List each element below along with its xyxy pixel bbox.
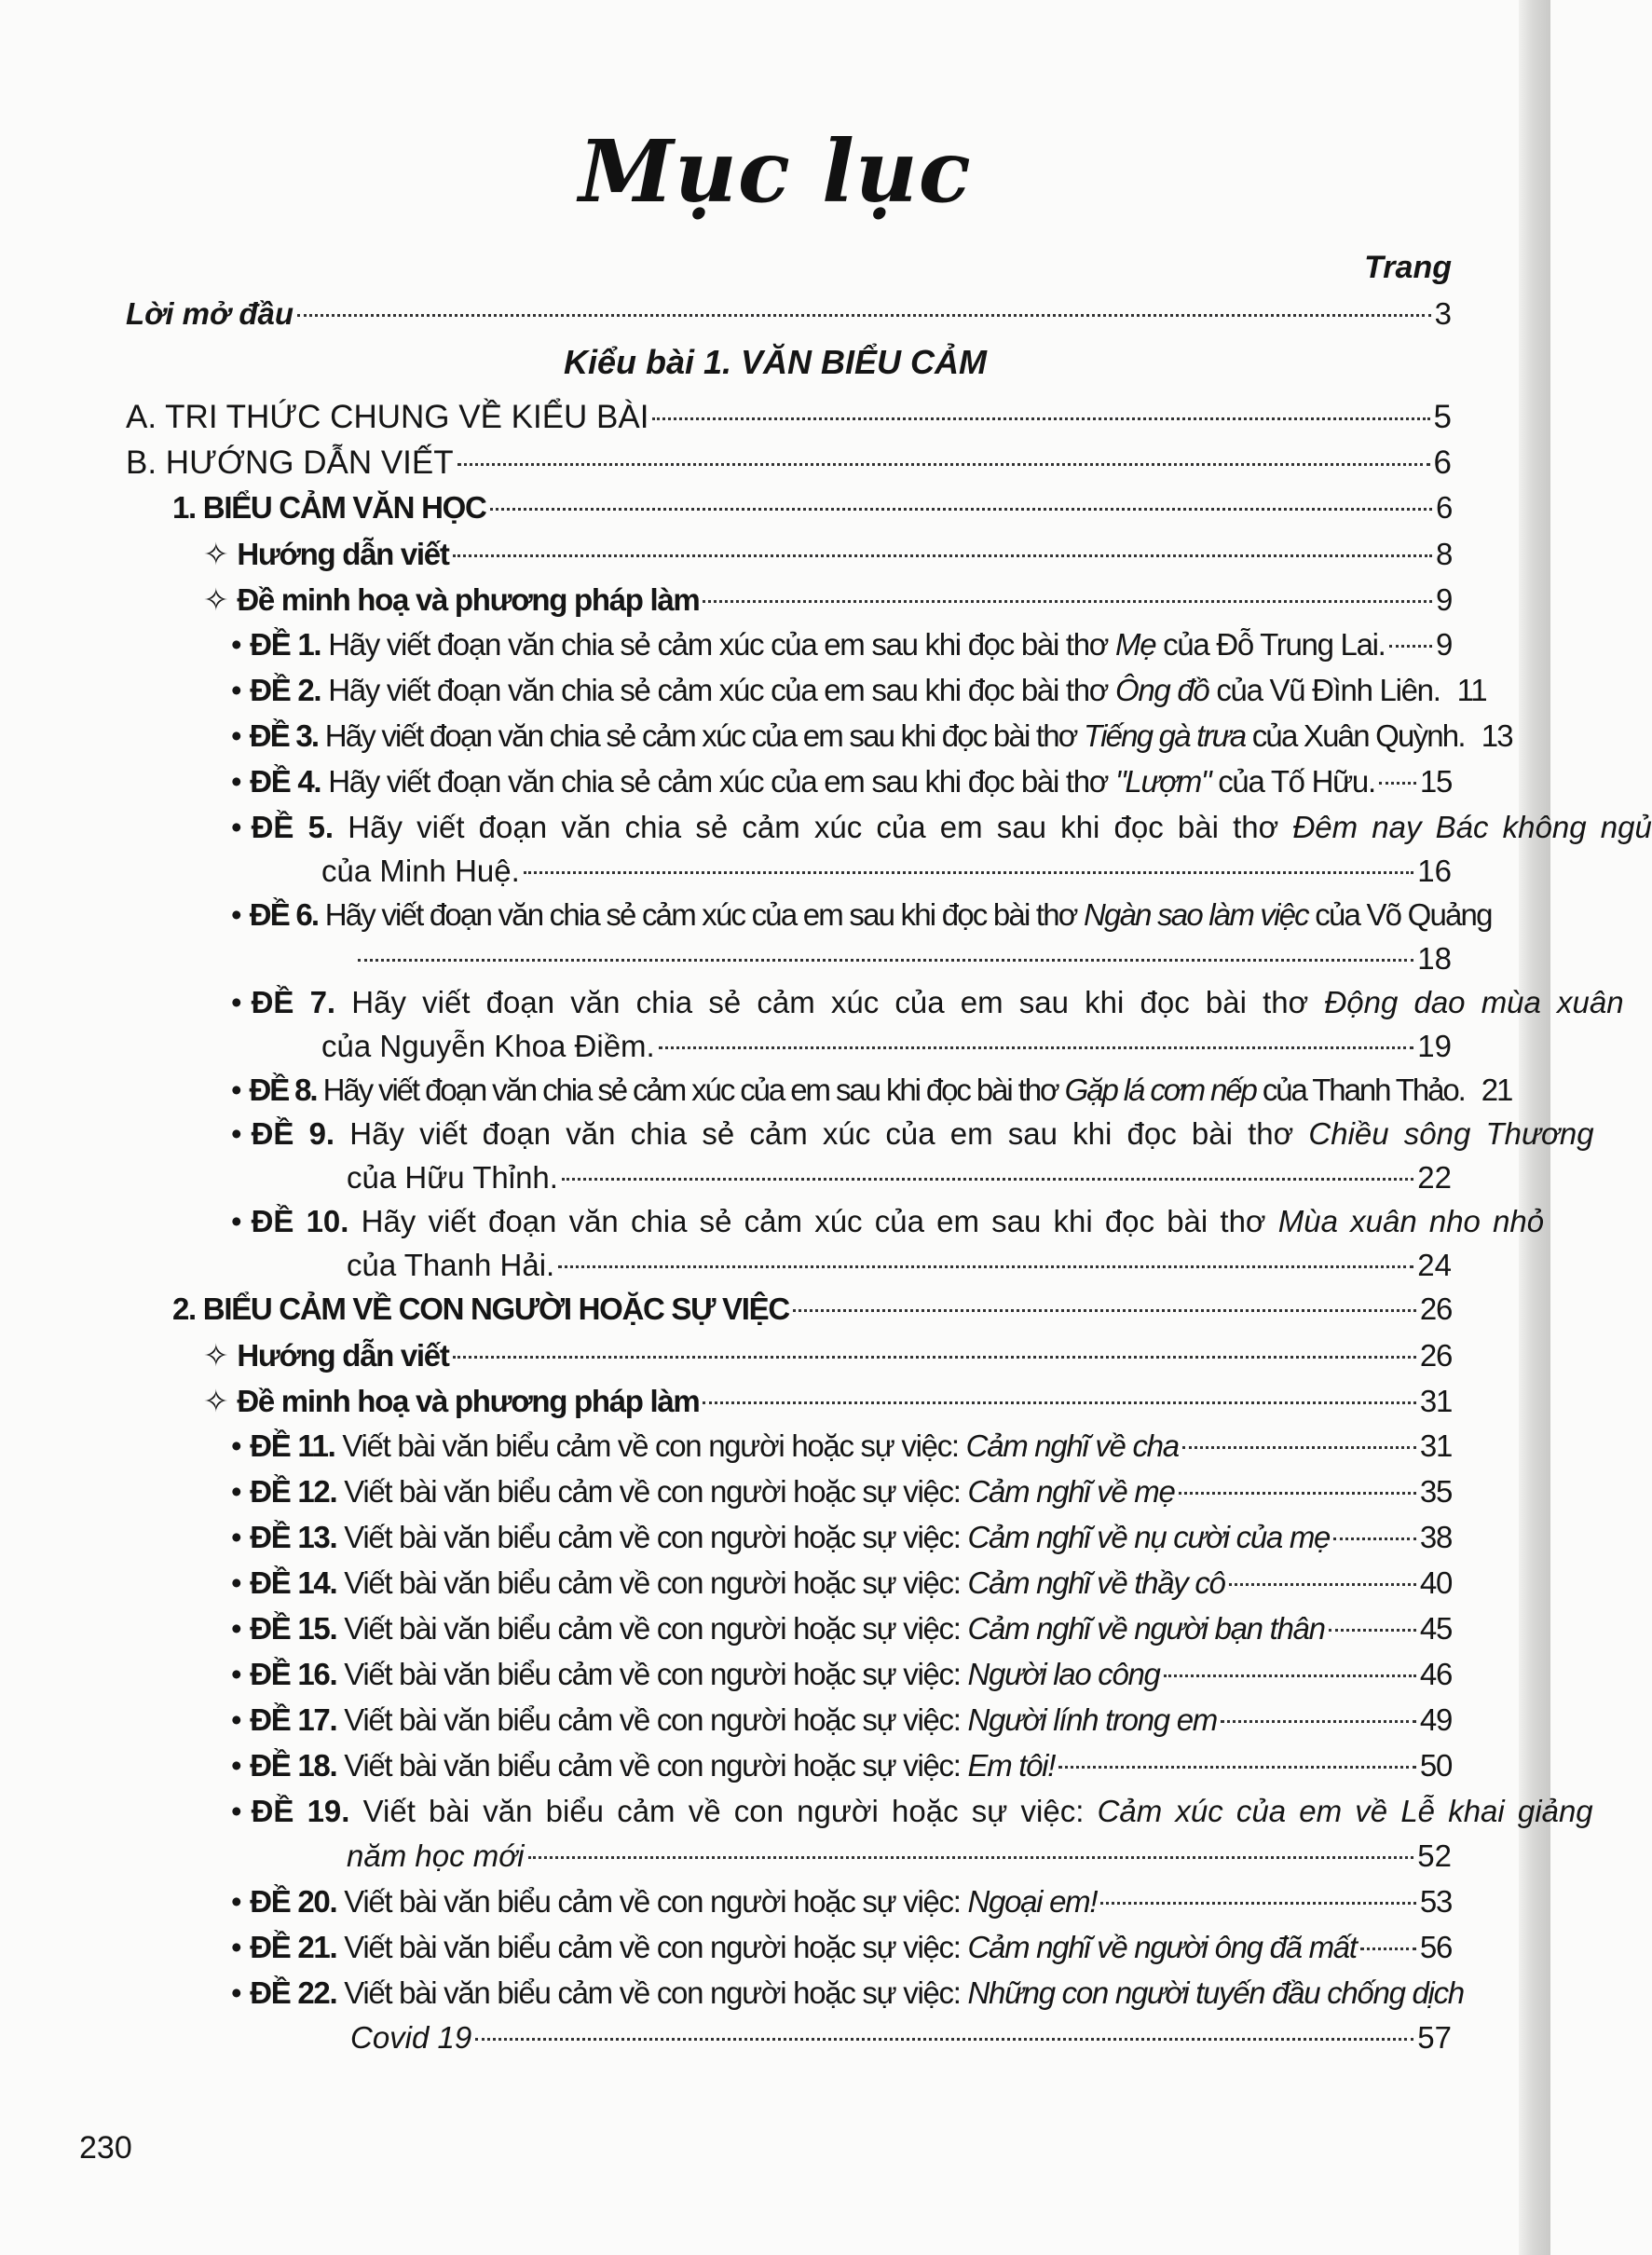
bullet-icon: • [231,627,241,662]
toc-entry-s1-examples[interactable]: ✧ Đề minh hoạ và phương pháp làm 9 [203,582,1452,617]
dot-leader [475,2038,1413,2041]
bullet-icon: • [231,897,240,932]
diamond-icon: ✧ [203,582,228,617]
dot-leader [490,508,1432,511]
toc-entry-intro[interactable]: Lời mở đầu 3 [126,296,1452,331]
toc-entry-de-9[interactable]: • ĐỀ 9. Hãy viết đoạn văn chia sẻ cảm xúc của em sau khi đọc bài thơ Chiều sông Thương [231,1116,1594,1151]
dot-leader [1229,1583,1416,1586]
toc-entry-de-6[interactable]: • ĐỀ 6. Hãy viết đoạn văn chia sẻ cảm xúc của em sau khi đọc bài thơ Ngàn sao làm việc của Võ Quảng [231,897,1492,932]
toc-entry-de-8[interactable]: • ĐỀ 8. Hãy viết đoạn văn chia sẻ cảm xúc của em sau khi đọc bài thơ Gặp lá cơm nếp của Thanh Thảo. 21 [231,1073,1512,1107]
dot-leader [659,1046,1414,1049]
dot-leader [562,1178,1413,1181]
toc-entry-de-16[interactable]: • ĐỀ 16. Viết bài văn biểu cảm về con người hoặc sự việc: Người lao công 46 [231,1657,1452,1691]
dot-leader [1360,1948,1416,1950]
bullet-icon: • [231,810,242,844]
toc-entry-de-7[interactable]: • ĐỀ 7. Hãy viết đoạn văn chia sẻ cảm xúc của em sau khi đọc bài thơ Động dao mùa xuân [231,985,1624,1019]
toc-entry-de-5[interactable]: • ĐỀ 5. Hãy viết đoạn văn chia sẻ cảm xúc của em sau khi đọc bài thơ Đêm nay Bác không ngủ [231,810,1652,844]
bullet-icon: • [231,718,240,753]
toc-entry-de-19[interactable]: • ĐỀ 19. Viết bài văn biểu cảm về con người hoặc sự việc: Cảm xúc của em về Lễ khai giảng [231,1794,1593,1828]
page-column-header: Trang [1364,250,1452,285]
toc-entry-de-7-cont[interactable]: của Nguyễn Khoa Điềm. 19 [321,1029,1452,1063]
section-heading-prefix: Kiểu bài 1. [563,343,732,381]
dot-leader [453,1356,1416,1359]
bullet-icon: • [231,985,242,1019]
dot-leader [558,1265,1413,1268]
diamond-icon: ✧ [203,537,228,571]
dot-leader [1468,1090,1478,1093]
bullet-icon: • [231,1428,241,1463]
bullet-icon: • [231,673,241,707]
dot-leader [1164,1674,1416,1677]
toc-entry-de-20[interactable]: • ĐỀ 20. Viết bài văn biểu cảm về con người hoặc sự việc: Ngoại em! 53 [231,1884,1452,1919]
toc-entry-de-21[interactable]: • ĐỀ 21. Viết bài văn biểu cảm về con người hoặc sự việc: Cảm nghĩ về người ông đã mất 56 [231,1930,1452,1964]
bullet-icon: • [231,1975,241,2010]
dot-leader [1182,1446,1416,1449]
toc-entry-de-6-cont[interactable]: 18 [354,941,1452,982]
toc-entry-de-12[interactable]: • ĐỀ 12. Viết bài văn biểu cảm về con người hoặc sự việc: Cảm nghĩ về mẹ 35 [231,1474,1452,1509]
toc-entry-section-1[interactable]: 1. BIỂU CẢM VĂN HỌC 6 [172,490,1452,525]
dot-leader [297,314,1431,317]
toc-entry-de-15[interactable]: • ĐỀ 15. Viết bài văn biểu cảm về con người hoặc sự việc: Cảm nghĩ về người bạn thân 45 [231,1611,1452,1646]
toc-entry-de-13[interactable]: • ĐỀ 13. Viết bài văn biểu cảm về con người hoặc sự việc: Cảm nghĩ về nụ cười của mẹ 38 [231,1520,1452,1554]
dot-leader [703,1401,1415,1404]
bullet-icon: • [231,1702,241,1737]
page-title: Mục lục [579,121,972,222]
dot-leader [1179,1492,1416,1495]
dot-leader [1221,1720,1416,1723]
bullet-icon: • [231,1520,241,1554]
page-number: 230 [79,2130,132,2166]
toc-entry-de-18[interactable]: • ĐỀ 18. Viết bài văn biểu cảm về con người hoặc sự việc: Em tôi! 50 [231,1748,1452,1783]
bullet-icon: • [231,1657,241,1691]
toc-entry-de-19-cont[interactable]: năm học mới 52 [347,1838,1452,1873]
bullet-icon: • [231,1474,241,1509]
bullet-icon: • [231,1565,241,1600]
dot-leader [1379,782,1416,785]
toc-entry-de-1[interactable]: • ĐỀ 1. Hãy viết đoạn văn chia sẻ cảm xúc của em sau khi đọc bài thơ Mẹ của Đỗ Trung Lai. 9 [231,627,1452,662]
bullet-icon: • [231,1748,241,1783]
toc-entry-b[interactable]: B. HƯỚNG DẪN VIẾT 6 [126,444,1452,481]
bullet-icon: • [231,764,241,799]
dot-leader [1329,1629,1416,1632]
dot-leader [793,1309,1416,1312]
toc-entry-de-17[interactable]: • ĐỀ 17. Viết bài văn biểu cảm về con người hoặc sự việc: Người lính trong em 49 [231,1702,1452,1737]
toc-entry-section-2[interactable]: 2. BIỂU CẢM VỀ CON NGƯỜI HOẶC SỰ VIỆC 26 [172,1292,1452,1326]
dot-leader [453,554,1432,557]
toc-entry-de-9-cont[interactable]: của Hữu Thỉnh. 22 [347,1160,1452,1195]
dot-leader [1333,1538,1416,1540]
toc-entry-de-10[interactable]: • ĐỀ 10. Hãy viết đoạn văn chia sẻ cảm xúc của em sau khi đọc bài thơ Mùa xuân nho nhỏ [231,1204,1545,1238]
dot-leader [1444,690,1454,693]
bullet-icon: • [231,1794,242,1828]
toc-entry-de-11[interactable]: • ĐỀ 11. Viết bài văn biểu cảm về con người hoặc sự việc: Cảm nghĩ về cha 31 [231,1428,1452,1463]
bullet-icon: • [231,1884,241,1919]
toc-entry-de-4[interactable]: • ĐỀ 4. Hãy viết đoạn văn chia sẻ cảm xúc của em sau khi đọc bài thơ "Lượm" của Tố Hữu. 15 [231,764,1452,799]
toc-entry-s2-guide[interactable]: ✧ Hướng dẫn viết 26 [203,1338,1452,1373]
section-heading [0,343,1550,382]
toc-entry-de-14[interactable]: • ĐỀ 14. Viết bài văn biểu cảm về con người hoặc sự việc: Cảm nghĩ về thầy cô 40 [231,1565,1452,1600]
diamond-icon: ✧ [203,1384,228,1418]
dot-leader [457,463,1430,466]
bullet-icon: • [231,1930,241,1964]
toc-entry-de-5-cont[interactable]: của Minh Huệ. 16 [321,854,1452,888]
diamond-icon: ✧ [203,1338,228,1373]
toc-entry-a[interactable]: A. TRI THỨC CHUNG VỀ KIỂU BÀI 5 [126,399,1452,435]
toc-entry-de-10-cont[interactable]: của Thanh Hải. 24 [347,1248,1452,1282]
toc-entry-s1-guide[interactable]: ✧ Hướng dẫn viết 8 [203,537,1452,571]
dot-leader [1468,736,1478,739]
toc-entry-de-22-cont[interactable]: Covid 19 57 [350,2020,1452,2055]
bullet-icon: • [231,1116,242,1151]
dot-leader [358,959,1413,962]
dot-leader [652,417,1429,420]
dot-leader [524,871,1414,874]
toc-entry-de-2[interactable]: • ĐỀ 2. Hãy viết đoạn văn chia sẻ cảm xúc của em sau khi đọc bài thơ Ông đồ của Vũ Đình Liên. 11 [231,673,1487,707]
bullet-icon: • [231,1611,241,1646]
toc-entry-de-3[interactable]: • ĐỀ 3. Hãy viết đoạn văn chia sẻ cảm xúc của em sau khi đọc bài thơ Tiếng gà trưa của Xuân Quỳnh. 13 [231,718,1512,753]
dot-leader [703,600,1432,603]
toc-entry-s2-examples[interactable]: ✧ Đề minh hoạ và phương pháp làm 31 [203,1384,1452,1418]
section-heading-title: VĂN BIỂU CẢM [741,343,988,381]
dot-leader [1100,1902,1416,1905]
bullet-icon: • [231,1204,242,1238]
toc-entry-de-22[interactable]: • ĐỀ 22. Viết bài văn biểu cảm về con người hoặc sự việc: Những con người tuyến đầu chống dịch [231,1975,1464,2010]
dot-leader [528,1856,1414,1859]
dot-leader [1389,645,1432,648]
bullet-icon: • [231,1073,240,1107]
dot-leader [1058,1766,1416,1769]
